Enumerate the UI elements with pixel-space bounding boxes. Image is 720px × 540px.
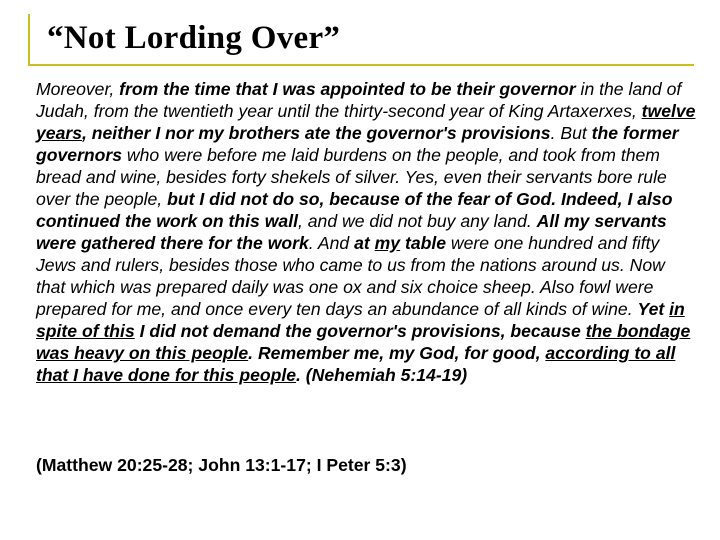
title-underline-rule [28, 64, 694, 66]
passage-emphasis: . Remember me, my God, for good, [248, 343, 546, 363]
passage-segment: . And [308, 233, 355, 253]
passage-emphasis-underlined: the bondage was heavy on this people [36, 321, 691, 363]
passage-segment: . But [550, 123, 592, 143]
passage-emphasis: All my servants were gathered there for the work [36, 211, 667, 253]
passage-emphasis-underlined: in spite of this [36, 299, 685, 341]
passage-segment: , and we did not buy any land. [297, 211, 537, 231]
passage-segment: Moreover, [36, 79, 120, 99]
passage-segment: who were before me laid burdens on the people, and took from them bread and wine, besides forty shekels of silver. Yes, even their servants bore rule over the people, [36, 145, 667, 209]
passage-citation: . (Nehemiah 5:14-19) [296, 365, 468, 385]
passage-emphasis-underlined: my [374, 233, 401, 253]
passage-emphasis: from the time that I was appointed to be their governor [119, 79, 576, 99]
passage-emphasis-underlined: according to all that I have done for this people [36, 343, 676, 385]
passage-emphasis: at [354, 233, 375, 253]
passage-segment: were one hundred and fifty Jews and rulers, besides those who came to us from the nations around us. Now that which was prepared daily was one ox and six choice sheep. Also fowl were prepared for me, and once every ten days an abundance of all kinds of wine. [36, 233, 665, 319]
passage-segment: in the land of Judah, from the twentieth year until the thirty-second year of King Artaxerxes, [36, 79, 682, 121]
passage-emphasis-underlined: twelve years [36, 101, 696, 143]
passage-emphasis: table [400, 233, 447, 253]
passage-emphasis: , neither I nor my brothers ate the governor's provisions [82, 123, 551, 143]
passage-emphasis: I did not demand the governor's provisions, because [134, 321, 586, 341]
passage-emphasis: Yet [637, 299, 670, 319]
passage-emphasis: but I did not do so, because of the fear of God. Indeed, I also continued the work on this wall [36, 189, 673, 231]
title-vertical-rule [28, 14, 30, 66]
passage-emphasis: the former governors [36, 123, 679, 165]
cross-references: (Matthew 20:25-28; John 13:1-17; I Peter 5:3) [36, 455, 407, 475]
slide-title: “Not Lording Over” [47, 20, 341, 56]
scripture-passage [36, 78, 698, 386]
